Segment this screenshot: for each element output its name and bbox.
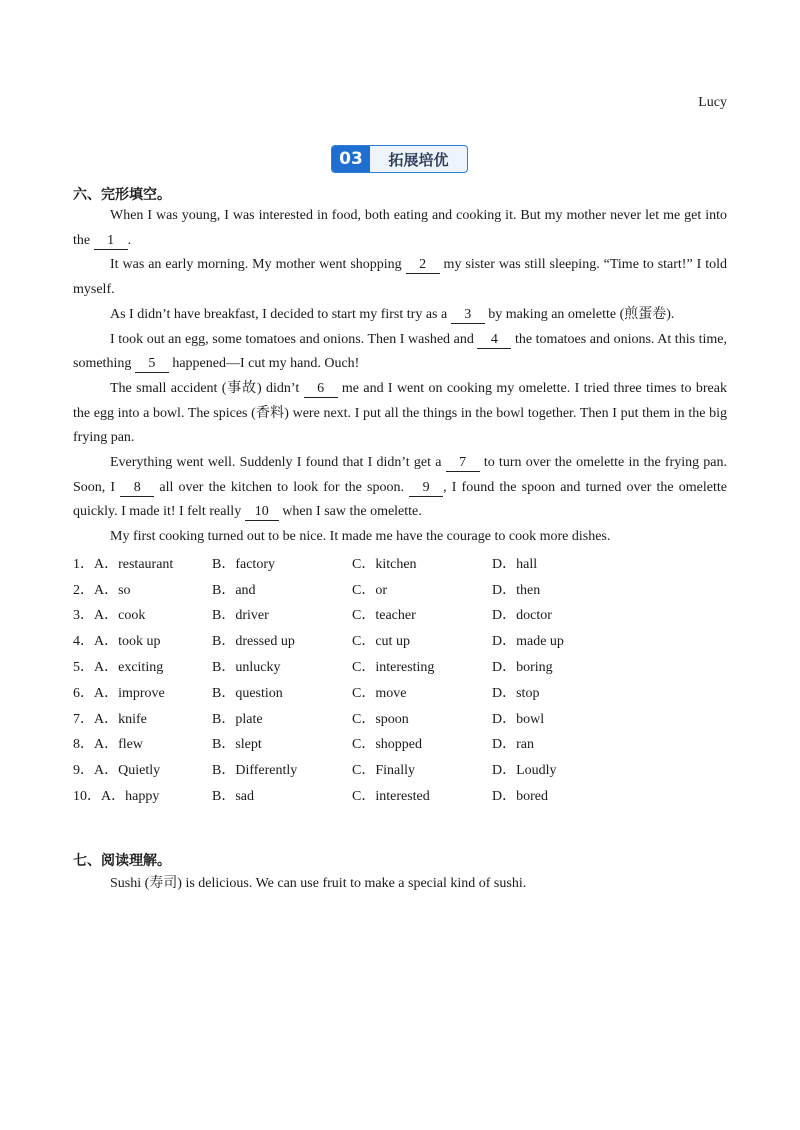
option-c[interactable]: C．interested [352,789,430,805]
option-b[interactable]: B．factory [212,556,275,572]
question-number: 1． [73,556,94,572]
option-d[interactable]: D．bored [492,789,548,805]
option-c[interactable]: C．spoon [352,711,409,727]
question-row [73,550,727,576]
passage-paragraph: When I was young, I was interested in food, both eating and cooking it. But my mother never let me get into the 1 . [73,208,727,248]
option-c[interactable]: C．interesting [352,660,435,676]
option-d[interactable]: D．doctor [492,608,552,624]
section7-heading: 七、阅读理解。 [73,853,171,869]
section6-heading: 六、完形填空。 [73,187,171,203]
option-d[interactable]: D．made up [492,634,564,650]
question-row [73,576,727,602]
blank-4: 4 [477,332,511,349]
cloze-options [73,550,727,808]
question-number: 7． [73,711,94,727]
passage-paragraph: It was an early morning. My mother went shopping 2 my sister was still sleeping. “Time to start!” I told myself. [73,257,727,298]
question-number: 2． [73,582,94,598]
question-row [73,653,727,679]
option-d[interactable]: D．then [492,582,541,598]
question-row [73,627,727,653]
question-number: 8． [73,737,94,753]
passage-paragraph: The small accident (事故) didn’t 6 me and I went on cooking my omelette. I tried three times to break the egg into a bowl. The spices (香料) were next. I put all the things in the bowl together. Then I put them in the big frying pan. [73,380,727,446]
question-number: 4． [73,634,94,650]
passage-paragraph: My first cooking turned out to be nice. It made me have the courage to cook more dishes. [110,529,611,545]
option-b[interactable]: B．plate [212,711,263,727]
question-number: 3． [73,608,94,624]
option-d[interactable]: D．ran [492,737,534,753]
blank-8: 8 [120,480,154,497]
option-d[interactable]: D．boring [492,660,553,676]
question-row [73,756,727,782]
question-number: 5． [73,660,94,676]
blank-7: 7 [446,455,480,472]
blank-2: 2 [406,257,440,274]
option-c[interactable]: C．teacher [352,608,416,624]
option-c[interactable]: C．kitchen [352,556,417,572]
option-d[interactable]: D．hall [492,556,538,572]
student-name: Lucy [698,95,727,110]
option-c[interactable]: C．shopped [352,737,422,753]
option-b[interactable]: B．unlucky [212,660,281,676]
passage-paragraph: Everything went well. Suddenly I found that I didn’t get a 7 to turn over the omelette in the frying pan. Soon, I 8 all over the kitchen to look for the spoon. 9 , I found the spoon and turned over the omelette quickly. I made it! I felt really 10 when I saw the omelette. [73,455,728,520]
question-row [73,705,727,731]
option-a[interactable]: A．exciting [94,660,164,676]
option-a[interactable]: A．so [94,582,131,598]
option-b[interactable]: B．Differently [212,763,298,779]
option-b[interactable]: B．sad [212,789,254,805]
option-d[interactable]: D．Loudly [492,763,557,779]
option-c[interactable]: C．move [352,685,407,701]
question-number: 6． [73,685,94,701]
option-a[interactable]: A．happy [101,789,160,805]
option-a[interactable]: A．Quietly [94,763,161,779]
question-number: 9． [73,763,94,779]
option-c[interactable]: C．or [352,582,387,598]
passage-paragraph: As I didn’t have breakfast, I decided to start my first try as a 3 by making an omelette (煎蛋卷). [110,306,675,322]
question-row [73,731,727,757]
option-b[interactable]: B．slept [212,737,262,753]
blank-5: 5 [135,356,169,373]
question-number: 10． [73,789,101,805]
option-a[interactable]: A．took up [94,634,161,650]
reading-intro: Sushi (寿司) is delicious. We can use fruit to make a special kind of sushi. [110,876,527,891]
blank-6: 6 [304,381,338,398]
section-banner [331,145,468,173]
option-b[interactable]: B．dressed up [212,634,295,650]
passage-paragraph: I took out an egg, some tomatoes and onions. Then I washed and 4 the tomatoes and onions. At this time, something 5 happened—I cut my hand. Ouch! [73,331,727,372]
option-d[interactable]: D．stop [492,685,540,701]
blank-3: 3 [451,307,485,324]
question-row [73,679,727,705]
option-c[interactable]: C．cut up [352,634,410,650]
option-b[interactable]: B．and [212,582,256,598]
option-a[interactable]: A．restaurant [94,556,174,572]
blank-1: 1 [94,233,128,250]
option-a[interactable]: A．knife [94,711,147,727]
option-d[interactable]: D．bowl [492,711,545,727]
blank-10: 10 [245,504,279,521]
question-row [73,602,727,628]
option-b[interactable]: B．driver [212,608,269,624]
banner-number: 03 [332,146,370,172]
option-a[interactable]: A．flew [94,737,143,753]
blank-9: 9 [409,480,443,497]
option-c[interactable]: C．Finally [352,763,416,779]
option-a[interactable]: A．improve [94,685,165,701]
cloze-passage [73,204,727,550]
option-b[interactable]: B．question [212,685,283,701]
banner-title: 拓展培优 [388,150,449,169]
option-a[interactable]: A．cook [94,608,146,624]
question-row [73,782,727,808]
